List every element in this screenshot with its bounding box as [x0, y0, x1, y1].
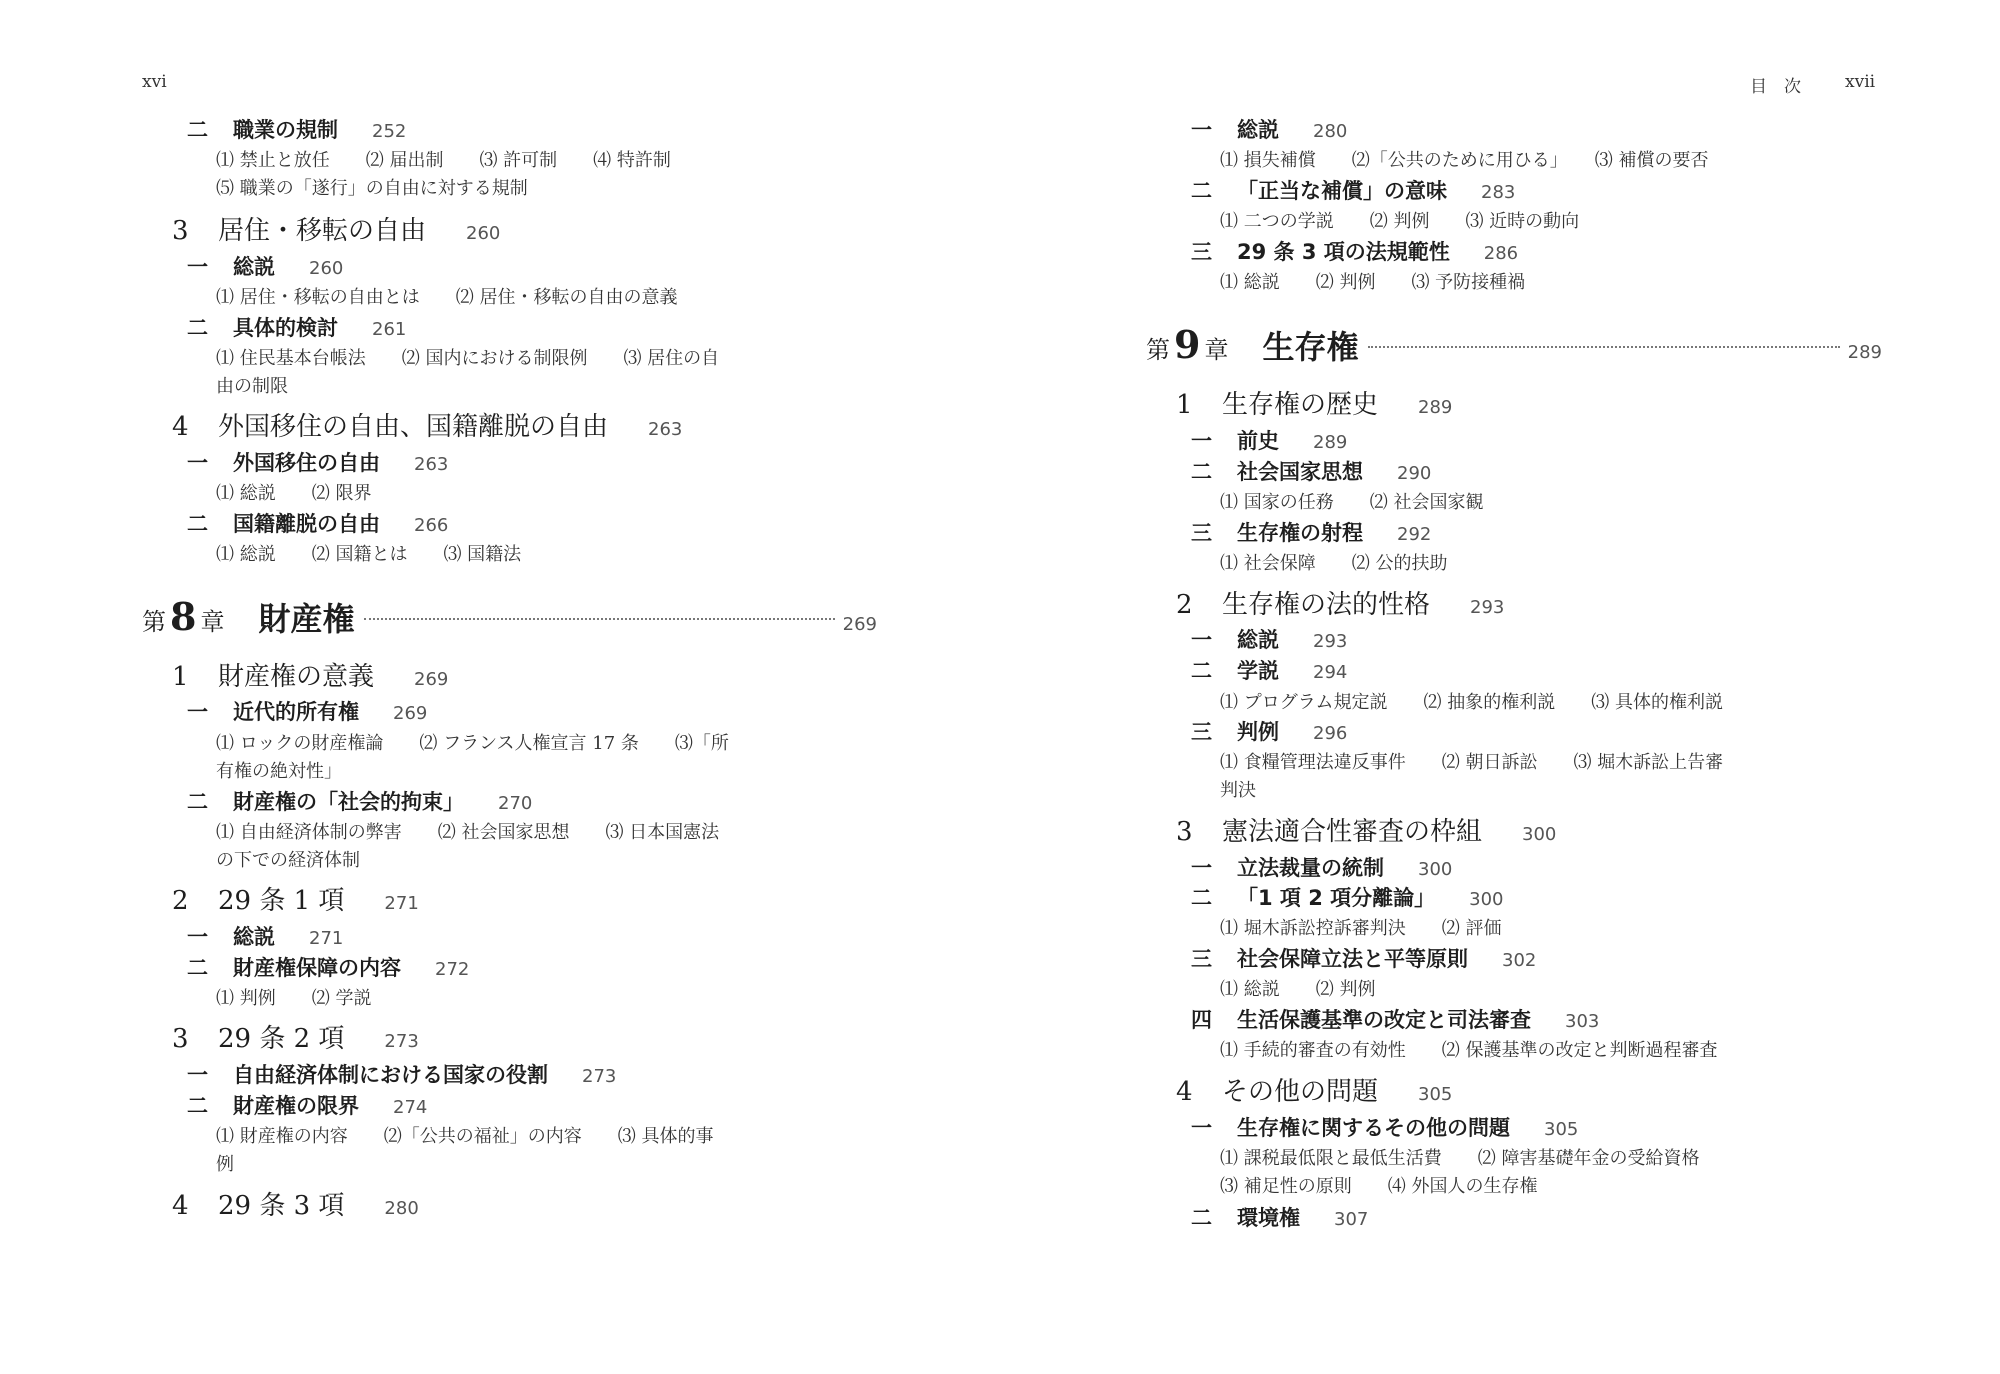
- toc-item: ⑶ 補足性の原則 ⑷ 外国人の生存権: [1220, 1176, 1538, 1197]
- toc-item: ⑴ 手続的審査の有効性 ⑵ 保護基準の改定と判断過程審査: [1220, 1040, 1718, 1061]
- toc-item: ⑴ 総説 ⑵ 判例: [1220, 979, 1376, 1000]
- toc-item: ⑴ 総説 ⑵ 判例 ⑶ 予防接種禍: [1220, 272, 1526, 293]
- toc-subsection: 二 「正当な補償」の意味 283: [1191, 179, 1516, 203]
- toc-subsection: 二 具体的検討 261: [187, 316, 407, 340]
- toc-subsection: 四 生活保護基準の改定と司法審査 303: [1191, 1008, 1600, 1032]
- toc-item: 有権の絶対性」: [216, 761, 342, 782]
- toc-subsection: 二 社会国家思想 290: [1191, 460, 1432, 484]
- toc-subsection: 一 近代的所有権 269: [187, 700, 428, 724]
- toc-subsection: 一 外国移住の自由 263: [187, 451, 449, 475]
- toc-item: ⑴ 自由経済体制の弊害 ⑵ 社会国家思想 ⑶ 日本国憲法: [216, 822, 720, 843]
- toc-subsection: 二 職業の規制 252: [187, 118, 407, 142]
- toc-item: 例: [216, 1154, 234, 1175]
- chapter-heading: 第 9 章 生存権 289: [1146, 322, 1882, 367]
- toc-subsection: 三 29 条 3 項の法規範性 286: [1191, 240, 1519, 264]
- toc-subsection: 二 財産権の「社会的拘束」 270: [187, 790, 533, 814]
- toc-subsection: 二 財産権保障の内容 272: [187, 956, 470, 980]
- toc-subsection: 二 財産権の限界 274: [187, 1094, 428, 1118]
- toc-section: 2 生存権の法的性格 293: [1176, 590, 1505, 620]
- toc-subsection: 二 国籍離脱の自由 266: [187, 512, 449, 536]
- toc-item: ⑴ 社会保障 ⑵ 公的扶助: [1220, 553, 1448, 574]
- toc-section: 3 憲法適合性審査の枠組 300: [1176, 817, 1557, 847]
- toc-subsection: 一 前史 289: [1191, 429, 1348, 453]
- right-page: [1000, 0, 2000, 1374]
- toc-subsection: 一 立法裁量の統制 300: [1191, 856, 1453, 880]
- toc-section: 1 財産権の意義 269: [172, 662, 449, 692]
- dot-leader: [364, 618, 834, 620]
- toc-section: 2 29 条 1 項 271: [172, 886, 419, 916]
- toc-section: 3 29 条 2 項 273: [172, 1024, 419, 1054]
- running-header-label: 目 次: [1750, 77, 1801, 97]
- toc-item: ⑴ 判例 ⑵ 学説: [216, 988, 372, 1009]
- toc-section: 1 生存権の歴史 289: [1176, 390, 1453, 420]
- toc-section: 4 29 条 3 項 280: [172, 1191, 419, 1221]
- toc-item: の下での経済体制: [216, 850, 360, 871]
- toc-subsection: 一 総説 260: [187, 255, 344, 279]
- toc-item: ⑴ 財産権の内容 ⑵「公共の福祉」の内容 ⑶ 具体的事: [216, 1126, 714, 1147]
- toc-item: ⑴ 総説 ⑵ 限界: [216, 483, 372, 504]
- toc-subsection: 二 「1 項 2 項分離論」 300: [1191, 886, 1504, 910]
- toc-section: 3 居住・移転の自由 260: [172, 216, 501, 246]
- page-folio-right: xvii: [1845, 72, 1876, 92]
- toc-item: 由の制限: [216, 376, 288, 397]
- toc-item: ⑴ 課税最低限と最低生活費 ⑵ 障害基礎年金の受給資格: [1220, 1148, 1700, 1169]
- toc-subsection: 一 総説 271: [187, 925, 344, 949]
- toc-item: ⑴ 国家の任務 ⑵ 社会国家観: [1220, 492, 1484, 513]
- toc-item: ⑴ 禁止と放任 ⑵ 届出制 ⑶ 許可制 ⑷ 特許制: [216, 150, 671, 171]
- toc-item: ⑴ 住民基本台帳法 ⑵ 国内における制限例 ⑶ 居住の自: [216, 348, 720, 369]
- toc-item: ⑴ 損失補償 ⑵「公共のために用ひる」 ⑶ 補償の要否: [1220, 150, 1709, 171]
- toc-item: ⑴ 二つの学説 ⑵ 判例 ⑶ 近時の動向: [1220, 211, 1580, 232]
- toc-section: 4 外国移住の自由、国籍離脱の自由 263: [172, 412, 683, 442]
- toc-subsection: 三 社会保障立法と平等原則 302: [1191, 947, 1537, 971]
- dot-leader: [1368, 346, 1839, 348]
- toc-section: 4 その他の問題 305: [1176, 1077, 1453, 1107]
- toc-subsection: 一 総説 280: [1191, 118, 1348, 142]
- toc-subsection: 三 判例 296: [1191, 720, 1348, 744]
- toc-subsection: 一 生存権に関するその他の問題 305: [1191, 1116, 1579, 1140]
- chapter-heading: 第 8 章 財産権 269: [142, 594, 877, 639]
- toc-item: ⑴ 堀木訴訟控訴審判決 ⑵ 評価: [1220, 918, 1502, 939]
- toc-subsection: 三 生存権の射程 292: [1191, 521, 1432, 545]
- toc-item: ⑸ 職業の「遂行」の自由に対する規制: [216, 178, 528, 199]
- toc-item: 判決: [1220, 780, 1256, 801]
- toc-item: ⑴ 食糧管理法違反事件 ⑵ 朝日訴訟 ⑶ 堀木訴訟上告審: [1220, 752, 1724, 773]
- toc-item: ⑴ ロックの財産権論 ⑵ フランス人権宣言 17 条 ⑶「所: [216, 733, 729, 754]
- toc-subsection: 二 環境権 307: [1191, 1206, 1369, 1230]
- toc-item: ⑴ 居住・移転の自由とは ⑵ 居住・移転の自由の意義: [216, 287, 678, 308]
- toc-item: ⑴ 総説 ⑵ 国籍とは ⑶ 国籍法: [216, 544, 522, 565]
- toc-item: ⑴ プログラム規定説 ⑵ 抽象的権利説 ⑶ 具体的権利説: [1220, 692, 1723, 713]
- page-folio-left: xvi: [142, 72, 167, 92]
- toc-subsection: 二 学説 294: [1191, 659, 1348, 683]
- toc-subsection: 一 自由経済体制における国家の役割 273: [187, 1063, 617, 1087]
- toc-subsection: 一 総説 293: [1191, 628, 1348, 652]
